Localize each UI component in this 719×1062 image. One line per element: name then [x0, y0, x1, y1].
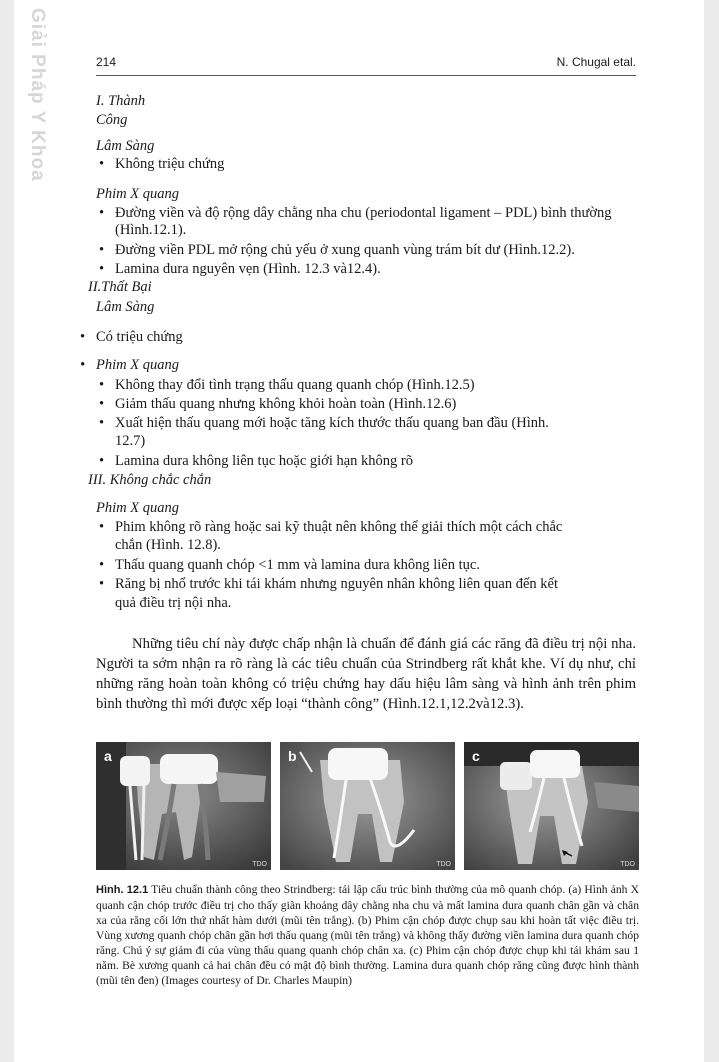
panel-b-label: b — [288, 748, 297, 764]
section2-xray-bullet3-cont: 12.7) — [115, 433, 146, 449]
section1-xray-bullet3: • Lamina dura nguyên vẹn (Hình. 12.3 và12.4). — [115, 261, 381, 278]
page-number: 214 — [96, 55, 117, 69]
radiograph-panel-a — [96, 742, 271, 870]
section1-heading-line2: Công — [96, 112, 128, 128]
section2-clinical-title: Lâm Sàng — [96, 299, 155, 315]
section2-heading: II.Thất Bại — [88, 279, 152, 295]
section1-clinical-title: Lâm Sàng — [96, 138, 155, 154]
panel-b-watermark: TDO — [436, 861, 451, 868]
figure-caption — [96, 882, 639, 988]
section1-heading-line1: I. Thành — [96, 93, 146, 109]
section1-xray-title: Phim X quang — [96, 186, 179, 202]
section3-xray-title: Phim X quang — [96, 500, 179, 516]
caption-text: Tiêu chuẩn thành công theo Strindberg: tái lập cấu trúc bình thường của mô quanh chóp. (a) Hình ảnh X quanh cận chóp trước điều trị cho thấy giãn khoảng dây chằng nha chu và mất lamina dura quanh chân gần và chân xa của răng cối lớn thứ nhất hàm dưới (mũi tên trắng). (b) Phim cận chóp được chụp sau khi hoàn tất việc điều trị. Vùng xương quanh chóp chân gần hơi thấu quang (mũi tên trắng) và không thấy đường viền lamina dura quanh chóp răng. Chú ý sự giảm đi của vùng thấu quang quanh chóp chân xa. (c) Phim cận chóp được chụp khi tái khám sau 1 năm. Bè xương quanh cả hai chân đều có mật độ bình thường. Lamina dura quanh chóp răng cũng được hình thành (mũi tên đen) (Images courtesy of Dr. Charles Maupin) — [96, 883, 639, 987]
section1-clinical-bullet: • Không triệu chứng — [115, 156, 224, 173]
caption-label: Hình. 12.1 — [96, 884, 149, 896]
radiograph-panel-c — [464, 742, 639, 870]
section3-bullet3: • Răng bị nhổ trước khi tái khám nhưng nguyên nhân không liên quan đến kết — [115, 576, 558, 593]
section3-heading: III. Không chắc chắn — [88, 472, 212, 488]
radiograph-c-image — [464, 742, 639, 870]
section2-xray-bullet2: • Giảm thấu quang nhưng không khỏi hoàn toàn (Hình.12.6) — [115, 396, 456, 413]
section2-xray-bullet4: • Lamina dura không liên tục hoặc giới hạn không rõ — [115, 453, 413, 470]
section2-xray-bullet3: • Xuất hiện thấu quang mới hoặc tăng kích thước thấu quang ban đầu (Hình. — [115, 415, 549, 432]
radiograph-b-image — [280, 742, 455, 870]
panel-c-watermark: TDO — [620, 861, 635, 868]
radiograph-a-image — [96, 742, 271, 870]
figure-12-1 — [96, 742, 639, 870]
running-author: N. Chugal etal. — [556, 55, 636, 69]
page — [14, 0, 704, 1062]
section3-bullet2: • Thấu quang quanh chóp <1 mm và lamina dura không liên tục. — [115, 557, 480, 574]
running-header — [96, 55, 636, 73]
body-paragraph: Những tiêu chí này được chấp nhận là chuẩn để đánh giá các răng đã điều trị nội nha. Người ta sớm nhận ra rõ ràng là các tiêu chuẩn của Strindberg rất khắt khe. Ví dụ như, chỉ những răng hoàn toàn không có triệu chứng hay dấu hiệu lâm sàng và hình ảnh trên phim bình thường thì mới được xếp loại “thành công” (Hình.12.1,12.2và12.3). — [96, 636, 636, 712]
header-rule — [96, 75, 636, 76]
side-watermark: Giải Pháp Y Khoa — [27, 8, 48, 182]
section3-bullet1-cont: chắn (Hình. 12.8). — [115, 537, 221, 553]
section1-xray-bullet1: • Đường viền và độ rộng dây chằng nha chu (periodontal ligament – PDL) bình thường — [115, 205, 612, 222]
panel-c-label: c — [472, 748, 480, 764]
section2-xray-bullet1: • Không thay đổi tình trạng thấu quang quanh chóp (Hình.12.5) — [115, 377, 475, 394]
section2-xray-title: • Phim X quang — [96, 357, 179, 374]
section1-xray-bullet2: • Đường viền PDL mở rộng chủ yếu ở xung quanh vùng trám bít dư (Hình.12.2). — [115, 242, 575, 259]
panel-a-label: a — [104, 748, 112, 764]
section3-bullet1: • Phim không rõ ràng hoặc sai kỹ thuật nên không thể giải thích một cách chắc — [115, 519, 562, 536]
section3-bullet3-cont: quả điều trị nội nha. — [115, 595, 232, 611]
panel-a-watermark: TDO — [252, 861, 267, 868]
radiograph-panel-b — [280, 742, 455, 870]
section2-clinical-bullet: • Có triệu chứng — [96, 329, 183, 346]
section1-xray-bullet1-cont: (Hình.12.1). — [115, 222, 187, 238]
